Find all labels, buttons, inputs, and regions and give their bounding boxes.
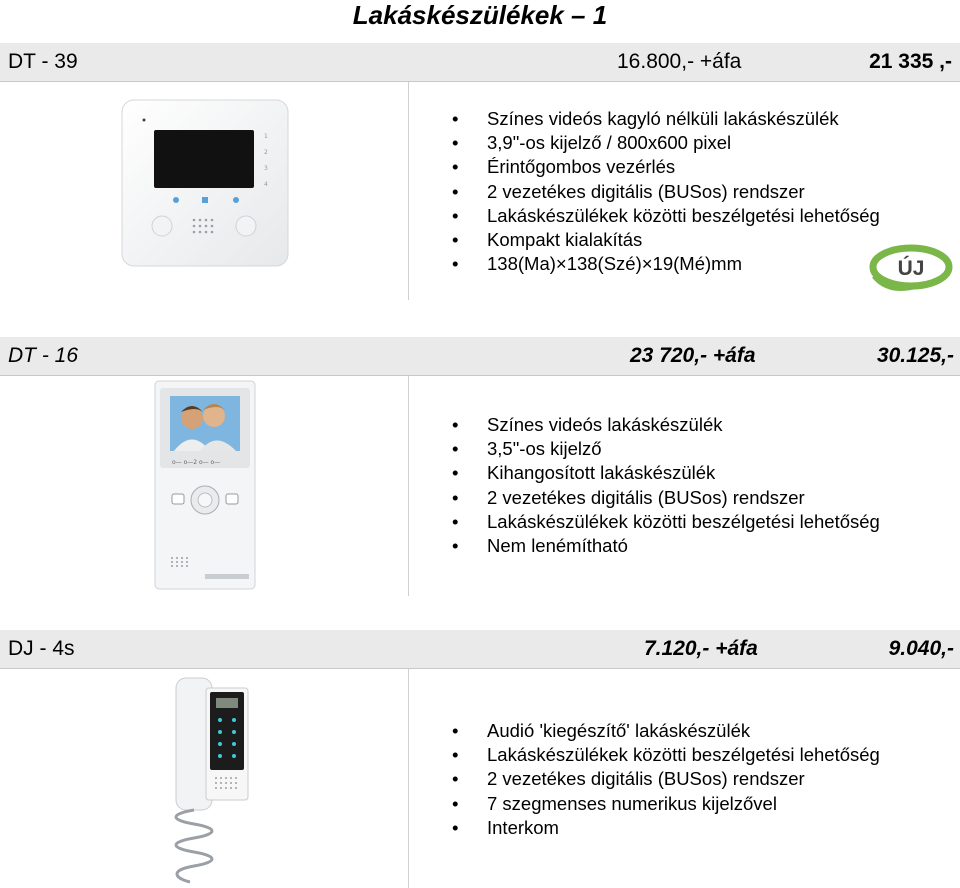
price-net: 23 720,- +áfa (630, 344, 756, 367)
badge-label: ÚJ (897, 257, 925, 280)
dt16-device-image (150, 378, 260, 592)
list-item: • 2 vezetékes digitális (BUSos) rendszer (452, 767, 880, 791)
list-item: • Nem lenémítható (452, 534, 880, 558)
divider (408, 376, 409, 596)
dj4s-device-image (150, 674, 260, 886)
divider (408, 669, 409, 888)
product-model: DT - 39 (8, 50, 78, 73)
list-item: • 2 vezetékes digitális (BUSos) rendszer (452, 180, 880, 204)
svg-text:1: 1 (264, 133, 268, 140)
list-item: • 3,5"-os kijelző (452, 437, 880, 461)
feature-list-dj4s (452, 719, 880, 840)
svg-text:4: 4 (264, 181, 268, 188)
product-header-dj4s (0, 630, 960, 668)
divider (408, 82, 409, 300)
list-item: • 138(Ma)×138(Szé)×19(Mé)mm (452, 252, 880, 276)
dt39-device-image (110, 92, 300, 282)
page-title: Lakáskészülékek – 1 (352, 0, 608, 30)
list-item: • Lakáskészülékek közötti beszélgetési lehetőség (452, 510, 880, 534)
list-item: • Érintőgombos vezérlés (452, 155, 880, 179)
list-item: • 2 vezetékes digitális (BUSos) rendszer (452, 486, 880, 510)
feature-list-dt16 (452, 413, 880, 558)
price-net: 16.800,- +áfa (617, 50, 742, 73)
svg-text:3: 3 (264, 165, 268, 172)
list-item: • Lakáskészülékek közötti beszélgetési lehetőség (452, 743, 880, 767)
list-item: • Színes videós kagyló nélküli lakáskészülék (452, 107, 880, 131)
list-item: • 7 szegmenses numerikus kijelzővel (452, 792, 880, 816)
price-gross: 9.040,- (888, 637, 954, 660)
list-item: • Lakáskészülékek közötti beszélgetési lehetőség (452, 204, 880, 228)
price-net: 7.120,- +áfa (644, 637, 758, 660)
list-item: • Audió 'kiegészítő' lakáskészülék (452, 719, 880, 743)
divider (0, 375, 960, 376)
feature-list-dt39 (452, 107, 880, 276)
list-item: • 3,9"-os kijelző / 800x600 pixel (452, 131, 880, 155)
list-item: • Színes videós lakáskészülék (452, 413, 880, 437)
product-model: DT - 16 (8, 344, 79, 367)
divider (0, 81, 960, 82)
price-gross: 21 335 ,- (869, 50, 952, 73)
list-item: • Kompakt kialakítás (452, 228, 880, 252)
product-header-dt39 (0, 43, 960, 81)
divider (0, 668, 960, 669)
list-item: • Kihangosított lakáskészülék (452, 461, 880, 485)
list-item: • Interkom (452, 816, 880, 840)
product-model: DJ - 4s (8, 637, 75, 660)
svg-text:o— o—2 o— o—: o— o—2 o— o— (172, 459, 221, 466)
svg-text:2: 2 (264, 149, 268, 156)
price-gross: 30.125,- (876, 344, 954, 367)
product-header-dt16 (0, 337, 960, 375)
new-badge (868, 240, 954, 294)
